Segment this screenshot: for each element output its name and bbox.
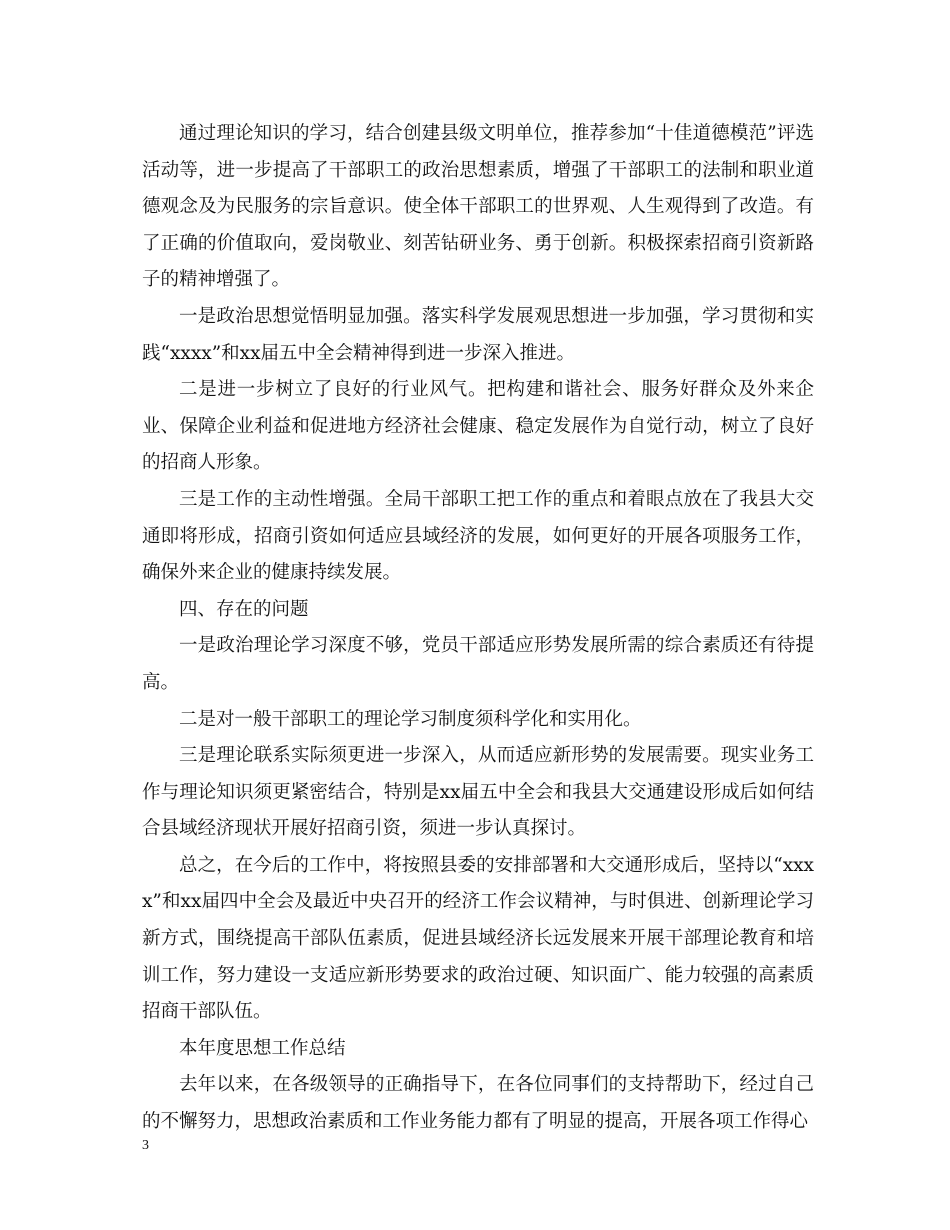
paragraph-8: 三是理论联系实际须更进一步深入，从而适应新形势的发展需要。现实业务工作与理论知识须更紧密结合，特别是xx届五中全会和我县大交通建设形成后如何结合县域经济现状开展好招商引资，须进一步认真探讨。 <box>142 745 814 840</box>
document-body <box>142 116 814 1141</box>
paragraph-1: 通过理论知识的学习，结合创建县级文明单位，推荐参加“十佳道德模范”评选活动等，进一步提高了干部职工的政治思想素质，增强了干部职工的法制和职业道德观念及为民服务的宗旨意识。使全体干部职工的世界观、人生观得到了改造。有了正确的价值取向，爱岗敬业、刻苦钻研业务、勇于创新。积极探索招商引资新路子的精神增强了。 <box>142 123 814 291</box>
paragraph-3: 二是进一步树立了良好的行业风气。把构建和谐社会、服务好群众及外来企业、保障企业利益和促进地方经济社会健康、稳定发展作为自觉行动，树立了良好的招商人形象。 <box>142 379 814 474</box>
section-heading-summary: 本年度思想工作总结 <box>179 1037 346 1059</box>
section-heading-problems: 四、存在的问题 <box>179 598 309 620</box>
paragraph-6: 一是政治理论学习深度不够，党员干部适应形势发展所需的综合素质还有待提高。 <box>142 635 814 693</box>
paragraph-7: 二是对一般干部职工的理论学习制度须科学化和实用化。 <box>179 708 642 730</box>
paragraph-9: 总之，在今后的工作中，将按照县委的安排部署和大交通形成后，坚持以“xxxx”和xx届四中全会及最近中央召开的经济工作会议精神，与时俱进、创新理论学习新方式，围绕提高干部队伍素质，促进县域经济长远发展来开展干部理论教育和培训工作，努力建设一支适应新形势要求的政治过硬、知识面广、能力较强的高素质招商干部队伍。 <box>142 854 814 1023</box>
paragraph-11: 去年以来，在各级领导的正确指导下，在各位同事们的支持帮助下，经过自己的不懈努力，思想政治素质和工作业务能力都有了明显的提高，开展各项工作得心 <box>142 1074 814 1133</box>
page-number: 3 <box>142 1138 149 1153</box>
paragraph-2: 一是政治思想觉悟明显加强。落实科学发展观思想进一步加强，学习贯彻和实践“xxxx”和xx届五中全会精神得到进一步深入推进。 <box>142 305 814 364</box>
paragraph-4: 三是工作的主动性增强。全局干部职工把工作的重点和着眼点放在了我县大交通即将形成，招商引资如何适应县域经济的发展，如何更好的开展各项服务工作，确保外来企业的健康持续发展。 <box>142 488 814 584</box>
